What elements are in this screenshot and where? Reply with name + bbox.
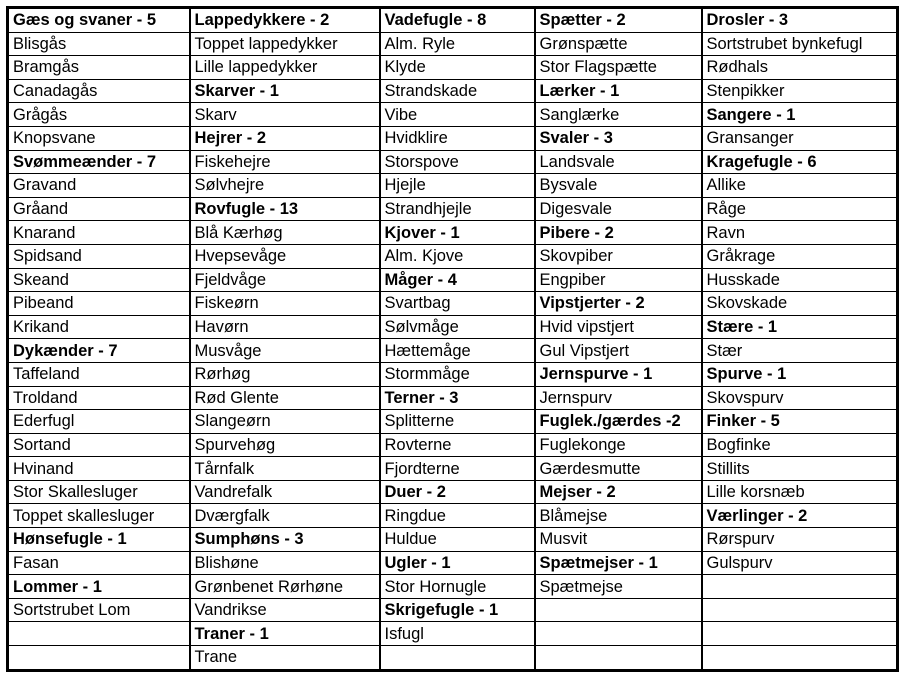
group-header-cell: Vipstjerter - 2 [535, 292, 702, 316]
species-cell: Landsvale [535, 150, 702, 174]
species-cell [702, 646, 898, 671]
group-header-cell: Sangere - 1 [702, 103, 898, 127]
species-cell: Skovpiber [535, 244, 702, 268]
species-cell: Vandrefalk [190, 480, 380, 504]
species-cell [380, 646, 535, 671]
table-row [8, 32, 898, 56]
table-row [8, 268, 898, 292]
species-cell: Rødhals [702, 56, 898, 80]
species-cell: Slangeørn [190, 410, 380, 434]
species-cell: Knopsvane [8, 126, 190, 150]
species-cell: Skovspurv [702, 386, 898, 410]
species-cell: Fiskehejre [190, 150, 380, 174]
group-header-cell: Spurve - 1 [702, 362, 898, 386]
species-cell: Blishøne [190, 551, 380, 575]
species-cell: Bogfinke [702, 433, 898, 457]
table-row [8, 410, 898, 434]
species-cell: Gulspurv [702, 551, 898, 575]
species-cell: Skarv [190, 103, 380, 127]
species-cell: Husskade [702, 268, 898, 292]
species-cell: Vibe [380, 103, 535, 127]
group-header-cell: Spætter - 2 [535, 8, 702, 33]
table-row [8, 8, 898, 33]
species-cell: Hjejle [380, 174, 535, 198]
species-cell: Sortand [8, 433, 190, 457]
species-cell: Stenpikker [702, 79, 898, 103]
species-cell: Musvåge [190, 339, 380, 363]
species-cell: Sortstrubet bynkefugl [702, 32, 898, 56]
table-row [8, 646, 898, 671]
species-cell: Canadagås [8, 79, 190, 103]
table-row [8, 79, 898, 103]
table-body [8, 8, 898, 671]
table-row [8, 150, 898, 174]
table-row [8, 103, 898, 127]
species-cell: Digesvale [535, 197, 702, 221]
species-cell: Engpiber [535, 268, 702, 292]
species-cell: Gærdesmutte [535, 457, 702, 481]
species-cell: Pibeand [8, 292, 190, 316]
species-cell: Gransanger [702, 126, 898, 150]
table-row [8, 457, 898, 481]
species-cell [702, 575, 898, 599]
table-row [8, 244, 898, 268]
species-cell: Spidsand [8, 244, 190, 268]
group-header-cell: Duer - 2 [380, 480, 535, 504]
species-cell [535, 598, 702, 622]
species-cell: Fjeldvåge [190, 268, 380, 292]
species-cell: Musvit [535, 528, 702, 552]
species-cell: Bysvale [535, 174, 702, 198]
species-cell: Stor Skallesluger [8, 480, 190, 504]
species-cell: Ederfugl [8, 410, 190, 434]
group-header-cell: Måger - 4 [380, 268, 535, 292]
species-cell: Hvidklire [380, 126, 535, 150]
species-cell: Taffeland [8, 362, 190, 386]
species-cell: Allike [702, 174, 898, 198]
species-cell: Hvid vipstjert [535, 315, 702, 339]
species-cell: Rød Glente [190, 386, 380, 410]
species-cell: Fjordterne [380, 457, 535, 481]
bird-species-table [6, 6, 899, 672]
group-header-cell: Mejser - 2 [535, 480, 702, 504]
species-cell: Grønbenet Rørhøne [190, 575, 380, 599]
group-header-cell: Terner - 3 [380, 386, 535, 410]
species-cell: Sølvhejre [190, 174, 380, 198]
species-cell: Grønspætte [535, 32, 702, 56]
table-row [8, 174, 898, 198]
species-cell: Blisgås [8, 32, 190, 56]
species-cell: Fiskeørn [190, 292, 380, 316]
species-cell: Jernspurv [535, 386, 702, 410]
species-cell: Tårnfalk [190, 457, 380, 481]
species-cell: Rørhøg [190, 362, 380, 386]
species-cell: Alm. Kjove [380, 244, 535, 268]
group-header-cell: Sumphøns - 3 [190, 528, 380, 552]
species-cell: Gråand [8, 197, 190, 221]
table-row [8, 598, 898, 622]
group-header-cell: Kragefugle - 6 [702, 150, 898, 174]
table-row [8, 362, 898, 386]
group-header-cell: Jernspurve - 1 [535, 362, 702, 386]
group-header-cell: Svømmeænder - 7 [8, 150, 190, 174]
species-cell: Stær [702, 339, 898, 363]
table-row [8, 339, 898, 363]
species-cell: Sortstrubet Lom [8, 598, 190, 622]
group-header-cell: Værlinger - 2 [702, 504, 898, 528]
species-cell: Toppet lappedykker [190, 32, 380, 56]
table-row [8, 221, 898, 245]
table-row [8, 197, 898, 221]
species-cell: Dværgfalk [190, 504, 380, 528]
group-header-cell: Skrigefugle - 1 [380, 598, 535, 622]
species-cell: Svartbag [380, 292, 535, 316]
group-header-cell: Svaler - 3 [535, 126, 702, 150]
table-row [8, 433, 898, 457]
species-cell: Skeand [8, 268, 190, 292]
species-cell [535, 622, 702, 646]
species-cell: Fasan [8, 551, 190, 575]
group-header-cell: Pibere - 2 [535, 221, 702, 245]
species-cell [702, 622, 898, 646]
group-header-cell: Skarver - 1 [190, 79, 380, 103]
species-cell [8, 646, 190, 671]
species-cell [8, 622, 190, 646]
group-header-cell: Lærker - 1 [535, 79, 702, 103]
species-cell: Hættemåge [380, 339, 535, 363]
group-header-cell: Drosler - 3 [702, 8, 898, 33]
species-cell: Rovterne [380, 433, 535, 457]
species-cell: Stillits [702, 457, 898, 481]
table-row [8, 315, 898, 339]
table-row [8, 386, 898, 410]
species-cell: Sanglærke [535, 103, 702, 127]
species-cell: Hvinand [8, 457, 190, 481]
species-cell: Troldand [8, 386, 190, 410]
species-cell: Stor Flagspætte [535, 56, 702, 80]
species-cell: Blå Kærhøg [190, 221, 380, 245]
group-header-cell: Finker - 5 [702, 410, 898, 434]
species-cell: Rørspurv [702, 528, 898, 552]
species-cell: Gul Vipstjert [535, 339, 702, 363]
table-row [8, 480, 898, 504]
group-header-cell: Vadefugle - 8 [380, 8, 535, 33]
species-cell: Spætmejse [535, 575, 702, 599]
group-header-cell: Lappedykkere - 2 [190, 8, 380, 33]
group-header-cell: Hønsefugle - 1 [8, 528, 190, 552]
table-row [8, 528, 898, 552]
species-cell: Isfugl [380, 622, 535, 646]
table-row [8, 504, 898, 528]
species-cell [535, 646, 702, 671]
species-cell: Klyde [380, 56, 535, 80]
species-cell: Alm. Ryle [380, 32, 535, 56]
species-cell: Gravand [8, 174, 190, 198]
species-cell: Gråkrage [702, 244, 898, 268]
table-row [8, 292, 898, 316]
species-cell: Bramgås [8, 56, 190, 80]
species-cell: Huldue [380, 528, 535, 552]
species-cell: Storspove [380, 150, 535, 174]
species-cell: Krikand [8, 315, 190, 339]
species-cell: Vandrikse [190, 598, 380, 622]
species-cell: Knarand [8, 221, 190, 245]
species-cell: Grågås [8, 103, 190, 127]
species-cell: Strandskade [380, 79, 535, 103]
species-cell: Trane [190, 646, 380, 671]
species-cell: Lille lappedykker [190, 56, 380, 80]
species-cell: Skovskade [702, 292, 898, 316]
group-header-cell: Spætmejser - 1 [535, 551, 702, 575]
group-header-cell: Lommer - 1 [8, 575, 190, 599]
species-cell: Fuglekonge [535, 433, 702, 457]
species-cell: Toppet skallesluger [8, 504, 190, 528]
species-cell: Ravn [702, 221, 898, 245]
table-row [8, 622, 898, 646]
species-cell: Blåmejse [535, 504, 702, 528]
group-header-cell: Hejrer - 2 [190, 126, 380, 150]
group-header-cell: Traner - 1 [190, 622, 380, 646]
table-row [8, 551, 898, 575]
group-header-cell: Stære - 1 [702, 315, 898, 339]
species-cell: Sølvmåge [380, 315, 535, 339]
table-row [8, 126, 898, 150]
group-header-cell: Rovfugle - 13 [190, 197, 380, 221]
species-cell: Havørn [190, 315, 380, 339]
species-cell: Råge [702, 197, 898, 221]
species-cell: Lille korsnæb [702, 480, 898, 504]
group-header-cell: Fuglek./gærdes -2 [535, 410, 702, 434]
group-header-cell: Dykænder - 7 [8, 339, 190, 363]
species-cell: Hvepsevåge [190, 244, 380, 268]
species-cell: Stormmåge [380, 362, 535, 386]
table-row [8, 56, 898, 80]
species-cell: Strandhjejle [380, 197, 535, 221]
species-cell: Splitterne [380, 410, 535, 434]
species-cell: Ringdue [380, 504, 535, 528]
group-header-cell: Gæs og svaner - 5 [8, 8, 190, 33]
table-row [8, 575, 898, 599]
species-cell [702, 598, 898, 622]
species-cell: Stor Hornugle [380, 575, 535, 599]
group-header-cell: Ugler - 1 [380, 551, 535, 575]
group-header-cell: Kjover - 1 [380, 221, 535, 245]
species-cell: Spurvehøg [190, 433, 380, 457]
